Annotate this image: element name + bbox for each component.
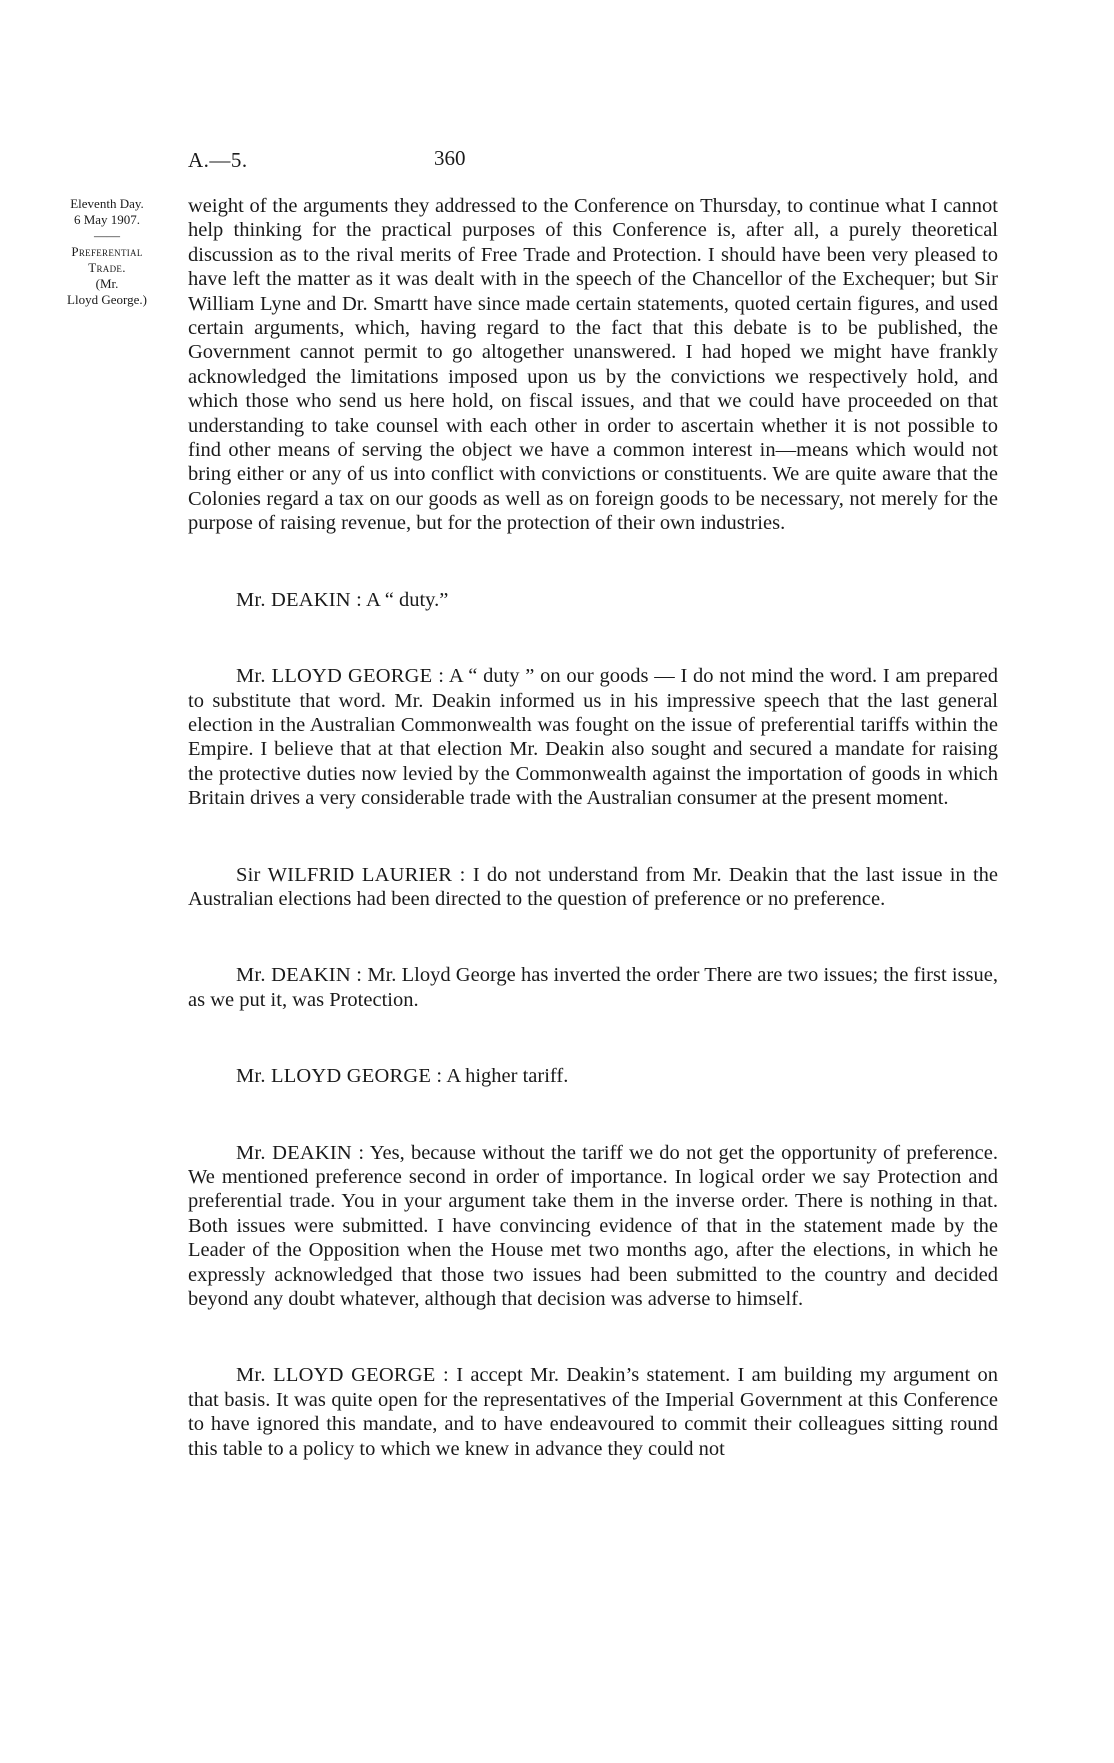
speech-paragraph — [188, 863, 998, 912]
paragraph-continuation — [188, 194, 998, 536]
body-text — [188, 194, 998, 1461]
speaker-name: Mr. LLOYD GEORGE : — [236, 1065, 443, 1088]
speaker-name: Mr. LLOYD GEORGE : — [236, 665, 445, 688]
speaker-name: Mr. LLOYD GEORGE : — [236, 1364, 449, 1387]
margin-note — [32, 196, 182, 308]
speech-text: Yes, because without the tariff we do not get the opportunity of preference. We mentioned preference second in order of importance. In logical order we say Protection and preferential trade. You in your argument take them in the inverse order. There is nothing in that. Both issues were submitted. I have convincing evidence of that in the statement made by the Leader of the Opposition when the House met two months ago, after the elections, in which he expressly acknowledged that those two issues had been submitted to the country and decided beyond any doubt whatever, although that decision was adverse to himself. — [188, 1141, 998, 1310]
margin-day: Eleventh Day. — [70, 196, 144, 211]
speech-paragraph — [188, 588, 998, 612]
speech-text: A “ duty ” on our goods — I do not mind the word. I am prepared to substitute that word. Mr. Deakin informed us in his impressive speech that the last general election in the Australian Commonwealth was fought on the issue of preferential tariffs within the Empire. I believe that at that election Mr. Deakin also sought and secured a mandate for raising the protective duties now levied by the Commonwealth against the importation of goods in which Britain drives a very considerable trade with the Australian consumer at the present moment. — [188, 665, 998, 810]
speech-paragraph — [188, 664, 998, 810]
speech-text: A higher tariff. — [446, 1065, 569, 1088]
speaker-name: Mr. DEAKIN : — [236, 964, 363, 987]
speaker-name: Sir WILFRID LAURIER : — [236, 863, 466, 886]
margin-dash: —— — [94, 228, 120, 243]
speech-text: A “ duty.” — [365, 588, 449, 611]
margin-date: 6 May 1907. — [73, 212, 141, 227]
margin-speaker-line1: (Mr. — [95, 276, 119, 291]
speech-text: I do not understand from Mr. Deakin that the last issue in the Australian elections had been directed to the question of preference or no preference. — [188, 863, 998, 910]
speech-paragraph — [188, 1141, 998, 1312]
speaker-name: Mr. DEAKIN : — [236, 1141, 365, 1164]
speech-paragraph — [188, 1363, 998, 1461]
margin-speaker-line2: Lloyd George.) — [67, 292, 147, 307]
speech-paragraph — [188, 1064, 998, 1088]
page-number: 360 — [434, 146, 466, 170]
document-reference: A.—5. — [188, 148, 248, 172]
margin-topic-line2: Trade. — [88, 260, 126, 275]
speech-text: I accept Mr. Deakin’s statement. I am building my argument on that basis. It was quite open for the representatives of the Imperial Government at this Conference to have ignored this mandate, and to have endeavoured to commit their colleagues sitting round this table to a policy to which we knew in advance they could not — [188, 1364, 999, 1460]
speaker-name: Mr. DEAKIN : — [236, 588, 362, 611]
speech-text: Mr. Lloyd George has inverted the order There are two issues; the first issue, as we put it, was Protection. — [188, 964, 998, 1011]
speech-paragraph — [188, 963, 998, 1012]
paragraph-text: weight of the arguments they addressed to the Conference on Thursday, to continue what I cannot help thinking for the practical purposes of this Conference is, after all, a purely theoretical discussion as to the rival merits of Free Trade and Protection. I should have been very pleased to have left the matter as it was dealt with in the speech of the Chancellor of the Exchequer; but Sir William Lyne and Dr. Smartt have since made certain statements, quoted certain figures, and used certain arguments, which, having regard to the fact that this debate is to be published, the Government cannot permit to go altogether unanswered. I had hoped we might have frankly acknowledged the limitations imposed upon us by the convictions we respectively hold, and which those who send us here hold, on fiscal issues, and that we could have proceeded on that understanding to take counsel with each other in order to ascertain whether it is not possible to find other means of serving the object we have a common interest in—means which would not bring either or any of us into conflict with convictions or constituents. We are quite aware that the Colonies regard a tax on our goods as well as on foreign goods to be necessary, not merely for the purpose of raising revenue, but for the protection of their own industries. — [188, 195, 998, 535]
margin-topic-line1: Preferential — [71, 244, 143, 259]
